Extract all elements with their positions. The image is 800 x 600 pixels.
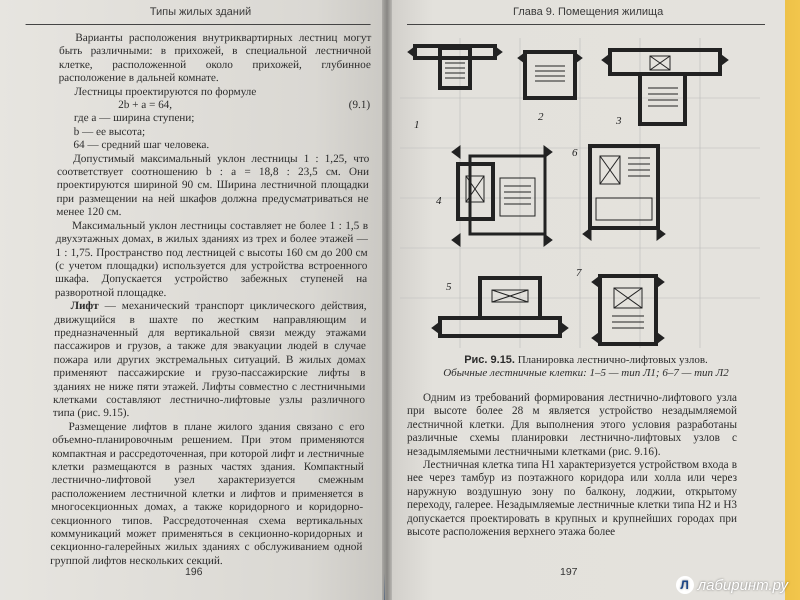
right-head-rule [407,24,765,25]
labirint-watermark [676,576,788,594]
lift-definition: — механический транспорт циклического действия, движущийся в шахте по жестким направляющим и предназначенный для вертикальной связи между этажами пассажиров и грузов, а также для эвакуации людей в случае пожара или других экстремальных ситуаций. В жилых домах применяют пассажирские и грузо-пассажирские лифты в зданиях не ниже пяти этажей. Лифты совместно с лестничными клетками составляют лестнично-лифтовые узлы различного типа (рис. 9.15). [52,300,367,420]
watermark-text: лабиринт.ру [697,576,788,594]
figure-label-4: 4 [436,195,442,207]
formula-number: (9.1) [348,99,371,112]
figure-label-3: 3 [616,115,622,127]
left-page-number: 196 [184,566,203,578]
definition: b — ее высота; [73,125,146,138]
plan-5 [432,278,568,336]
figure-label-6: 6 [572,147,578,159]
plan-3 [602,50,728,124]
right-running-head: Глава 9. Помещения жилища [513,6,664,18]
figure-label-2: 2 [538,111,544,123]
left-body-text [50,32,371,568]
paragraph: Варианты расположения внутриквартирных лестниц могут быть различными: в прихожей, в специальной лестничной клетке, расположенной около прихожей, глубинное расположение в дальней комнате. [58,32,372,85]
background-grid [400,38,760,348]
figure-label-1: 1 [414,119,420,131]
left-head-rule [26,24,371,25]
caption-text: Планировка лестнично-лифтовых узлов. [514,354,708,366]
plan-6 [583,146,665,240]
plan-1 [408,46,502,88]
paragraph: Размещение лифтов в плане жилого здания связано с его объемно-планировочным решением. При этом применяются компактная и рассредоточенная, при которой лифт и лестничные клетки размещаются в разных частях здания. Компактный лестнично-лифтовой узел характеризуется смежным расположением лестничной клетки и лифтов и применяется в многосекционных домах, а также коридорного и коридорно-секционного типов. Рассредоточенная схема вертикальных коммуникаций может применяться в секционно-коридорных и секционно-галерейных жилых зданиях с обслуживанием одной группой лифтов нескольких секций. [50,420,365,567]
left-page [0,0,395,600]
plan-4 [452,146,552,246]
plan-7 [592,276,664,344]
book-gutter [382,0,392,600]
figure-label-5: 5 [446,281,452,293]
definition: где a — ширина ступени; [73,112,195,125]
paragraph: Лестничная клетка типа Н1 характеризуется устройством входа в нее через тамбур из поэтажного коридора или холла или через наружную воздушную зону по балкону, лоджии, открытому переходу, галерее. Незадымляемые лестничные клетки типа Н2 и Н3 допускается проектировать в крупных и крупнейших городах при высоте расположения верхнего этажа более [407,459,737,539]
right-page-number: 197 [560,566,578,578]
formula-expression: 2b + a = 64, [118,99,173,112]
right-body-text [407,392,737,539]
formula [58,99,370,112]
left-running-head: Типы жилых зданий [149,6,252,18]
caption-title: Рис. 9.15. [464,354,515,366]
paragraph: Максимальный уклон лестницы составляет не более 1 : 1,5 в двухэтажных домах, в жилых зданиях из трех и более этажей — 1 : 1,75. Пространство под лестницей с высоты 160 см до 200 см (с учетом площадки) используется для устройства встроенного шкафа. Допускается устройство забежных ступеней на разворотной площадке. [54,219,369,299]
labirint-logo-icon: Л [676,576,694,594]
paragraph: Лестницы проектируются по формуле [74,85,257,98]
figure-label-7: 7 [576,267,582,279]
stair-lift-plans-figure [400,38,760,348]
paragraph: Допустимый максимальный уклон лестницы 1 : 1,25, что соответствует соотношению b : a = 18,8 : 23,5 см. Они проектируются шириной 90 см. Ширина лестничной площадки при размещении на ней шкафов должна предусматриваться не менее 120 см. [56,152,370,219]
lift-paragraph [53,300,367,421]
caption-line-2: Обычные лестничные клетки: 1–5 — тип Л1; 6–7 — тип Л2 [443,367,729,379]
caption-line-1 [421,354,751,367]
plan-2 [518,52,582,98]
definition: 64 — средний шаг человека. [73,139,210,152]
paragraph: Одним из требований формирования лестнично-лифтового узла при высоте более 28 м является устройство незадымляемой лестничной клетки. Для выполнения этого условия разработаны различные схемы планировки лестнично-лифтовых узлов с незадымляемыми лестничными клетками (рис. 9.16). [407,392,737,458]
figure-caption [421,354,751,380]
lift-term: Лифт [70,300,99,313]
